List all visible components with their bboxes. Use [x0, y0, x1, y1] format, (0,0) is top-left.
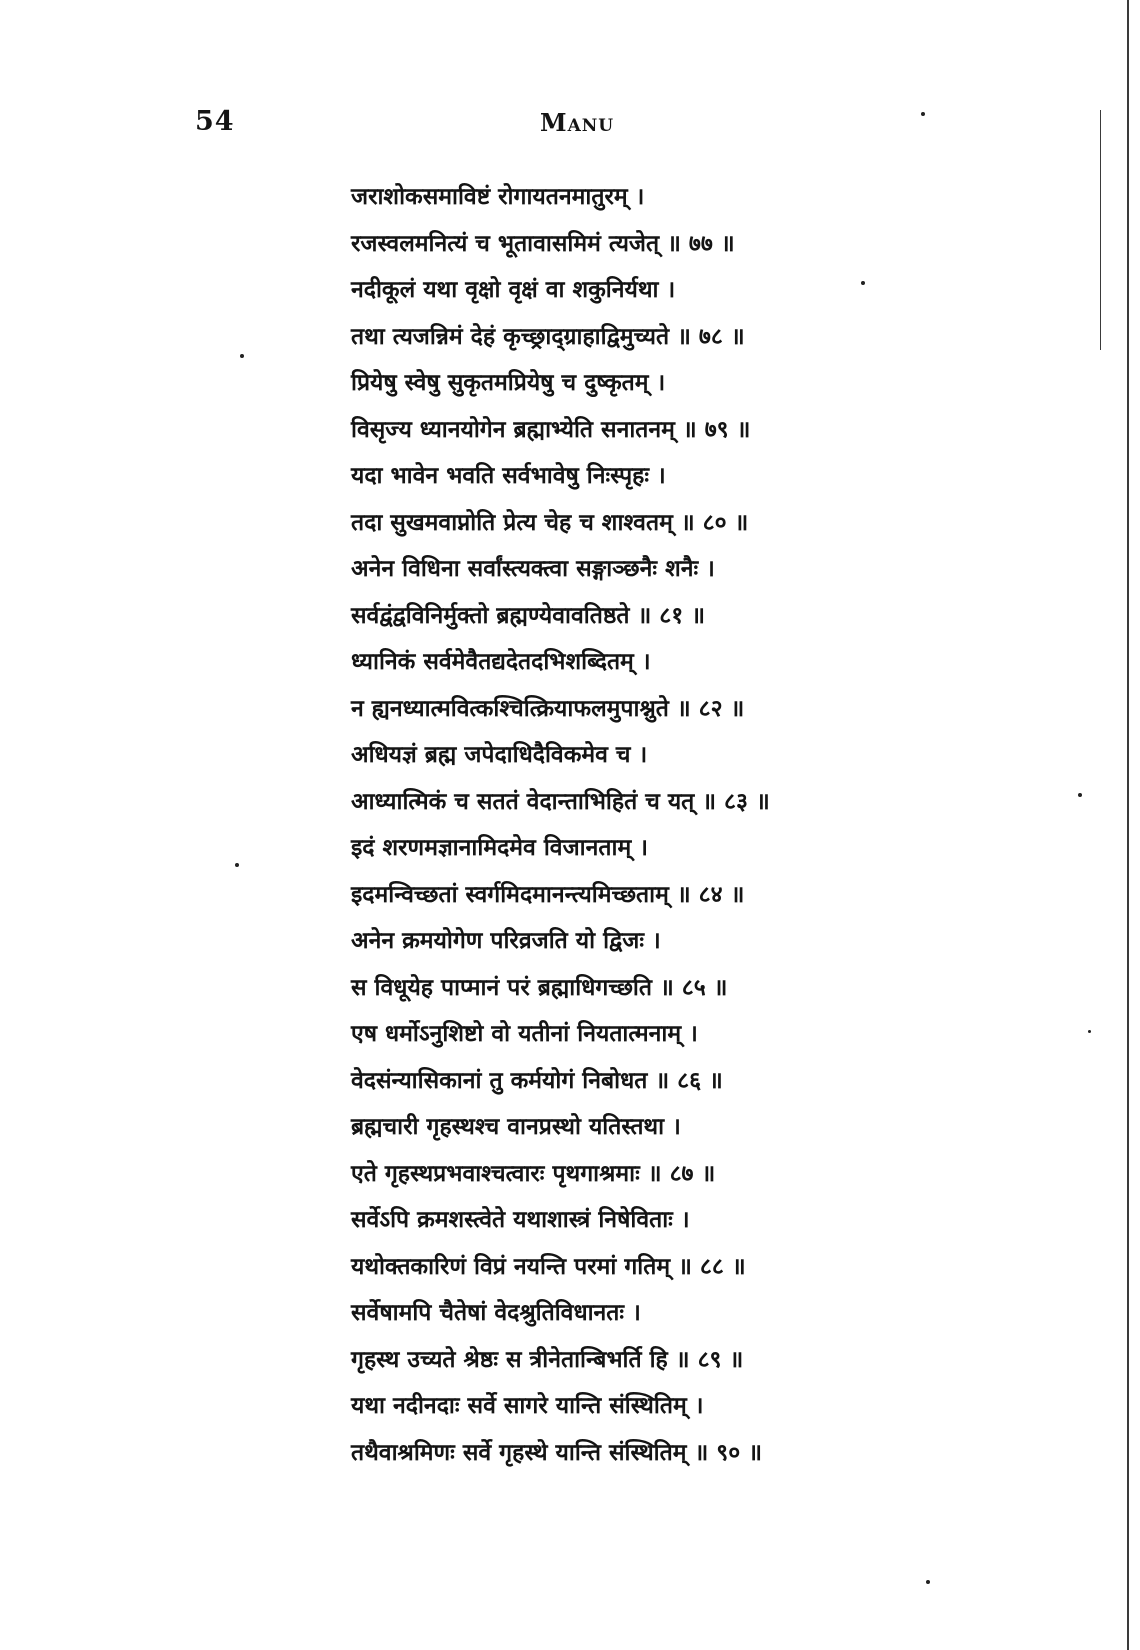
- verse-line: न ह्यनध्यात्मवित्कश्चित्क्रियाफलमुपाश्नुते ॥ ८२ ॥: [351, 694, 745, 722]
- scan-speck: [861, 281, 865, 285]
- verse-line: प्रियेषु स्वेषु सुकृतमप्रियेषु च दुष्कृतम् ।: [351, 369, 666, 396]
- scan-speck: [1078, 793, 1082, 797]
- scan-speck: [240, 354, 244, 358]
- verse-line: स विधूयेह पाप्मानं परं ब्रह्माधिगच्छति ॥ ८५ ॥: [351, 973, 728, 1001]
- verse-line: सर्वद्वंद्वविनिर्मुक्तो ब्रह्मण्येवावतिष्ठते ॥ ८१ ॥: [351, 601, 705, 629]
- verse-line: यथोक्तकारिणं विप्रं नयन्ति परमां गतिम् ॥ ८८ ॥: [351, 1252, 746, 1280]
- verse-line: एष धर्मोऽनुशिष्टो वो यतीनां नियतात्मनाम् ।: [351, 1020, 698, 1047]
- verse-line: रजस्वलमनित्यं च भूतावासमिमं त्यजेत् ॥ ७७ ॥: [351, 229, 735, 257]
- verse-line: अधियज्ञं ब्रह्म जपेदाधिदैविकमेव च ।: [351, 741, 648, 768]
- verse-line: इदं शरणमज्ञानामिदमेव विजानताम् ।: [351, 834, 648, 861]
- page-number: 54: [195, 106, 235, 137]
- verse-line: एते गृहस्थप्रभवाश्चत्वारः पृथगाश्रमाः ॥ ८७ ॥: [351, 1159, 716, 1187]
- verse-line: तथा त्यजन्निमं देहं कृच्छ्राद्ग्राहाद्विमुच्यते ॥ ७८ ॥: [351, 322, 745, 350]
- scan-speck: [1088, 1030, 1091, 1033]
- verse-line: तदा सुखमवाप्नोति प्रेत्य चेह च शाश्वतम् ॥ ८० ॥: [351, 508, 749, 536]
- verse-line: ध्यानिकं सर्वमेवैतद्यदेतदभिशब्दितम् ।: [351, 648, 651, 675]
- verse-line: नदीकूलं यथा वृक्षो वृक्षं वा शकुनिर्यथा ।: [351, 276, 676, 303]
- verse-line: यदा भावेन भवति सर्वभावेषु निःस्पृहः ।: [351, 462, 666, 489]
- scan-speck: [235, 863, 239, 867]
- scan-speck: [926, 1580, 930, 1584]
- verse-line: जराशोकसमाविष्टं रोगायतनमातुरम् ।: [351, 183, 645, 210]
- running-head: Manu: [540, 108, 615, 137]
- verse-line: आध्यात्मिकं च सततं वेदान्ताभिहितं च यत् ॥ ८३ ॥: [351, 787, 770, 815]
- verse-line: इदमन्विच्छतां स्वर्गमिदमानन्त्यमिच्छताम् ॥ ८४ ॥: [351, 880, 745, 908]
- verse-line: विसृज्य ध्यानयोगेन ब्रह्माभ्येति सनातनम् ॥ ७९ ॥: [351, 415, 751, 443]
- verse-line: गृहस्थ उच्यते श्रेष्ठः स त्रीनेतान्बिभर्ति हि ॥ ८९ ॥: [351, 1345, 744, 1373]
- verse-line: वेदसंन्यासिकानां तु कर्मयोगं निबोधत ॥ ८६ ॥: [351, 1066, 723, 1094]
- verse-line: ब्रह्मचारी गृहस्थश्च वानप्रस्थो यतिस्तथा ।: [351, 1113, 681, 1140]
- scan-speck: [921, 112, 925, 116]
- verse-line: अनेन विधिना सर्वांस्त्यक्त्वा सङ्गाञ्छनैः शनैः ।: [351, 555, 715, 582]
- verse-line: सर्वेषामपि चैतेषां वेदश्रुतिविधानतः ।: [351, 1299, 641, 1326]
- scan-edge-line: [1100, 110, 1101, 350]
- scan-edge-line: [1127, 0, 1129, 1650]
- verse-line: सर्वेऽपि क्रमशस्त्वेते यथाशास्त्रं निषेविताः ।: [351, 1206, 690, 1233]
- verse-line: तथैवाश्रमिणः सर्वे गृहस्थे यान्ति संस्थितिम् ॥ ९० ॥: [351, 1438, 762, 1466]
- verse-line: यथा नदीनदाः सर्वे सागरे यान्ति संस्थितिम् ।: [351, 1392, 704, 1419]
- verse-line: अनेन क्रमयोगेण परिव्रजति यो द्विजः ।: [351, 927, 661, 954]
- verse-list: [351, 174, 851, 1476]
